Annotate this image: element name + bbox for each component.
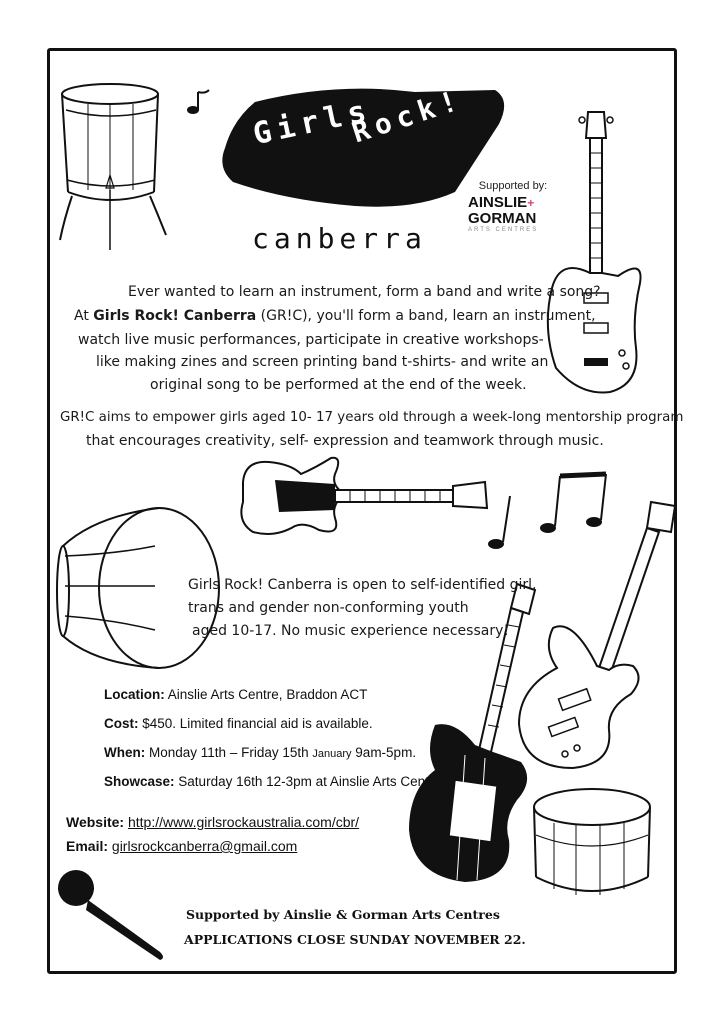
open-to-line-1: Girls Rock! Canberra is open to self-identified girl, <box>188 577 537 593</box>
footer-supported: Supported by Ainslie & Gorman Arts Centres <box>186 907 500 922</box>
intro-line-5: original song to be performed at the end of the week. <box>150 377 527 393</box>
cost-value: $450. Limited financial aid is available. <box>142 716 373 731</box>
sponsor-line2: GORMAN <box>468 210 537 227</box>
sponsor-label: Supported by: <box>478 180 548 192</box>
when-time: 9am-5pm. <box>355 745 417 760</box>
when-month: January <box>312 748 352 760</box>
intro-line-3: watch live music performances, participate in creative workshops- <box>78 332 544 348</box>
sponsor-line3: ARTS CENTRES <box>468 227 539 233</box>
website-label: Website: <box>66 814 125 830</box>
cost-label: Cost: <box>104 716 139 731</box>
intro-line-2-rest: (GR!C), you'll form a band, learn an instrument, <box>256 308 596 324</box>
intro-line-2 <box>74 308 596 324</box>
logo-title-line1: Girls <box>250 92 375 153</box>
showcase-row <box>104 774 441 789</box>
open-to-line-3: aged 10-17. No music experience necessary! <box>192 623 509 639</box>
website-link[interactable]: http://www.girlsrockaustralia.com/cbr/ <box>127 814 360 830</box>
microphone-icon <box>56 866 171 961</box>
showcase-label: Showcase: <box>104 774 175 789</box>
showcase-value: Saturday 16th 12-3pm at Ainslie Arts Centre <box>178 774 441 789</box>
when-value: Monday 11th – Friday 15th <box>149 745 309 760</box>
location-value: Ainslie Arts Centre, Braddon ACT <box>167 687 368 702</box>
drum-icon <box>58 80 173 255</box>
when-row <box>104 745 416 760</box>
intro-org-name: Girls Rock! Canberra <box>93 308 257 324</box>
bass-guitar-icon <box>540 108 650 398</box>
email-label: Email: <box>66 838 109 854</box>
music-note-icon <box>185 88 215 118</box>
intro-line-2-prefix: At <box>74 308 94 324</box>
snare-drum-icon <box>530 785 655 905</box>
aims-line-2: that encourages creativity, self- expression and teamwork through music. <box>86 433 604 449</box>
logo-city: canberra <box>252 222 427 255</box>
cost-row <box>104 716 373 731</box>
open-to-line-2: trans and gender non-conforming youth <box>188 600 469 616</box>
sponsor-plus: + <box>527 196 535 210</box>
intro-line-4: like making zines and screen printing band t-shirts- and write an <box>96 354 549 370</box>
sponsor-line1: AINSLIE <box>468 194 528 211</box>
aims-line-1: GR!C aims to empower girls aged 10- 17 years old through a week-long mentorship program <box>60 410 684 425</box>
logo-title-line2: Rock! <box>348 82 467 150</box>
location-label: Location: <box>104 687 165 702</box>
when-label: When: <box>104 745 146 760</box>
location-row <box>104 687 367 702</box>
electric-guitar-icon <box>235 452 490 542</box>
intro-line-1: Ever wanted to learn an instrument, form a band and write a song? <box>128 284 601 300</box>
footer-deadline: APPLICATIONS CLOSE SUNDAY NOVEMBER 22. <box>184 932 526 947</box>
email-link[interactable]: girlsrockcanberra@gmail.com <box>111 838 298 854</box>
website-row <box>66 814 359 830</box>
jazz-guitar-icon <box>513 498 683 778</box>
email-row <box>66 838 297 854</box>
